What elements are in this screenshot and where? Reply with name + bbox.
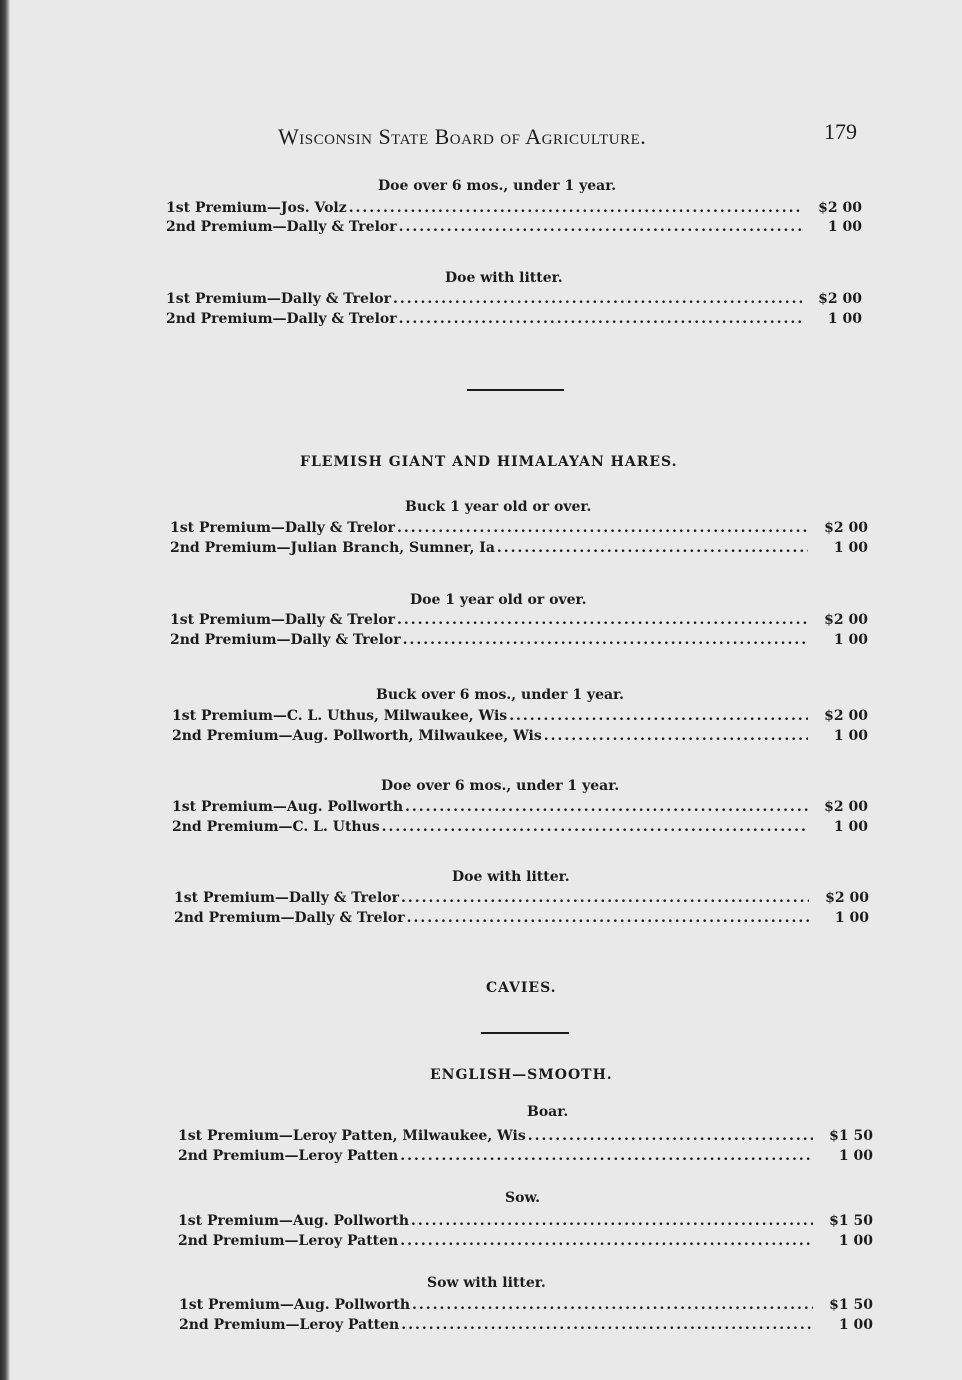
leader-dots [400, 1233, 813, 1249]
premium-row [166, 200, 862, 220]
leader-dots [393, 291, 802, 307]
section-divider [481, 1032, 569, 1034]
leader-dots [397, 520, 808, 536]
class-heading: Doe 1 year old or over. [410, 592, 587, 608]
class-heading: Sow with litter. [427, 1275, 546, 1291]
premium-place: 2nd Premium—Dally & Trelor [166, 311, 397, 327]
class-heading: Buck 1 year old or over. [405, 499, 592, 515]
page-spine-shadow [0, 0, 10, 1380]
premium-place: 2nd Premium—Dally & Trelor [170, 632, 401, 648]
premium-row [174, 890, 869, 910]
leader-dots [544, 728, 808, 744]
premium-amount: $2 00 [818, 291, 862, 307]
leader-dots [349, 200, 802, 216]
premium-row [178, 1233, 873, 1253]
premium-row [166, 219, 862, 239]
leader-dots [405, 799, 808, 815]
premium-row [166, 311, 862, 331]
leader-dots [401, 1317, 813, 1333]
leader-dots [397, 612, 808, 628]
premium-place: 2nd Premium—Leroy Patten [179, 1317, 400, 1333]
page-number: 179 [824, 119, 857, 144]
premium-place: 2nd Premium—Leroy Patten [178, 1148, 399, 1164]
premium-row [172, 708, 868, 728]
leader-dots [528, 1128, 813, 1144]
leader-dots [411, 1213, 813, 1229]
premium-place: 2nd Premium—Leroy Patten [178, 1233, 399, 1249]
premium-place: 2nd Premium—C. L. Uthus [172, 819, 380, 835]
leader-dots [399, 219, 802, 235]
premium-row [179, 1297, 873, 1317]
premium-amount: $1 50 [829, 1213, 873, 1229]
leader-dots [403, 632, 808, 648]
premium-place: 1st Premium—C. L. Uthus, Milwaukee, Wis [172, 708, 508, 724]
premium-amount: 1 00 [833, 540, 868, 556]
premium-amount: $1 50 [829, 1128, 873, 1144]
premium-amount: 1 00 [838, 1233, 873, 1249]
premium-place: 1st Premium—Jos. Volz [166, 200, 347, 216]
class-heading: Boar. [527, 1104, 569, 1120]
leader-dots [497, 540, 808, 556]
premium-place: 2nd Premium—Dally & Trelor [174, 910, 405, 926]
class-heading: Doe over 6 mos., under 1 year. [381, 778, 620, 794]
premium-place: 1st Premium—Dally & Trelor [170, 612, 395, 628]
premium-row [170, 520, 868, 540]
premium-row [172, 819, 868, 839]
premium-row [170, 540, 868, 560]
premium-amount: 1 00 [833, 819, 868, 835]
leader-dots [401, 890, 809, 906]
premium-row [170, 612, 868, 632]
premium-place: 1st Premium—Leroy Patten, Milwaukee, Wis [178, 1128, 526, 1144]
premium-place: 1st Premium—Aug. Pollworth [178, 1213, 410, 1229]
premium-amount: 1 00 [834, 910, 869, 926]
leader-dots [509, 708, 808, 724]
premium-amount: 1 00 [833, 728, 868, 744]
premium-row [174, 910, 869, 930]
class-heading: Doe with litter. [445, 270, 563, 286]
running-head: Wisconsin State Board of Agriculture. [278, 124, 647, 149]
premium-place: 2nd Premium—Dally & Trelor [166, 219, 397, 235]
class-heading: Doe over 6 mos., under 1 year. [378, 178, 617, 194]
premium-amount: $2 00 [824, 612, 868, 628]
premium-amount: 1 00 [833, 632, 868, 648]
premium-amount: $2 00 [825, 890, 869, 906]
section-title: ENGLISH—SMOOTH. [430, 1067, 613, 1083]
section-divider [467, 389, 564, 391]
premium-row [170, 632, 868, 652]
premium-amount: $1 50 [829, 1297, 873, 1313]
premium-row [179, 1317, 873, 1337]
leader-dots [412, 1297, 813, 1313]
premium-place: 1st Premium—Aug. Pollworth [179, 1297, 411, 1313]
premium-amount: $2 00 [824, 520, 868, 536]
premium-place: 2nd Premium—Aug. Pollworth, Milwaukee, Wis [172, 728, 542, 744]
premium-amount: 1 00 [838, 1317, 873, 1333]
premium-amount: 1 00 [827, 219, 862, 235]
section-title: FLEMISH GIANT AND HIMALAYAN HARES. [300, 454, 678, 470]
premium-amount: $2 00 [818, 200, 862, 216]
premium-amount: 1 00 [827, 311, 862, 327]
premium-place: 1st Premium—Dally & Trelor [170, 520, 395, 536]
premium-amount: $2 00 [824, 708, 868, 724]
section-title-cavies: CAVIES. [486, 980, 557, 996]
premium-place: 2nd Premium—Julian Branch, Sumner, Ia [170, 540, 495, 556]
premium-row [178, 1213, 873, 1233]
premium-row [172, 728, 868, 748]
leader-dots [400, 1148, 813, 1164]
premium-amount: $2 00 [824, 799, 868, 815]
premium-place: 1st Premium—Dally & Trelor [174, 890, 399, 906]
leader-dots [407, 910, 809, 926]
class-heading: Buck over 6 mos., under 1 year. [376, 687, 625, 703]
class-heading: Sow. [505, 1190, 540, 1206]
premium-place: 1st Premium—Aug. Pollworth [172, 799, 404, 815]
premium-amount: 1 00 [838, 1148, 873, 1164]
premium-row [166, 291, 862, 311]
leader-dots [399, 311, 802, 327]
premium-row [178, 1148, 873, 1168]
leader-dots [382, 819, 808, 835]
page-header [0, 114, 962, 154]
premium-place: 1st Premium—Dally & Trelor [166, 291, 391, 307]
class-heading: Doe with litter. [452, 869, 570, 885]
premium-row [172, 799, 868, 819]
premium-row [178, 1128, 873, 1148]
